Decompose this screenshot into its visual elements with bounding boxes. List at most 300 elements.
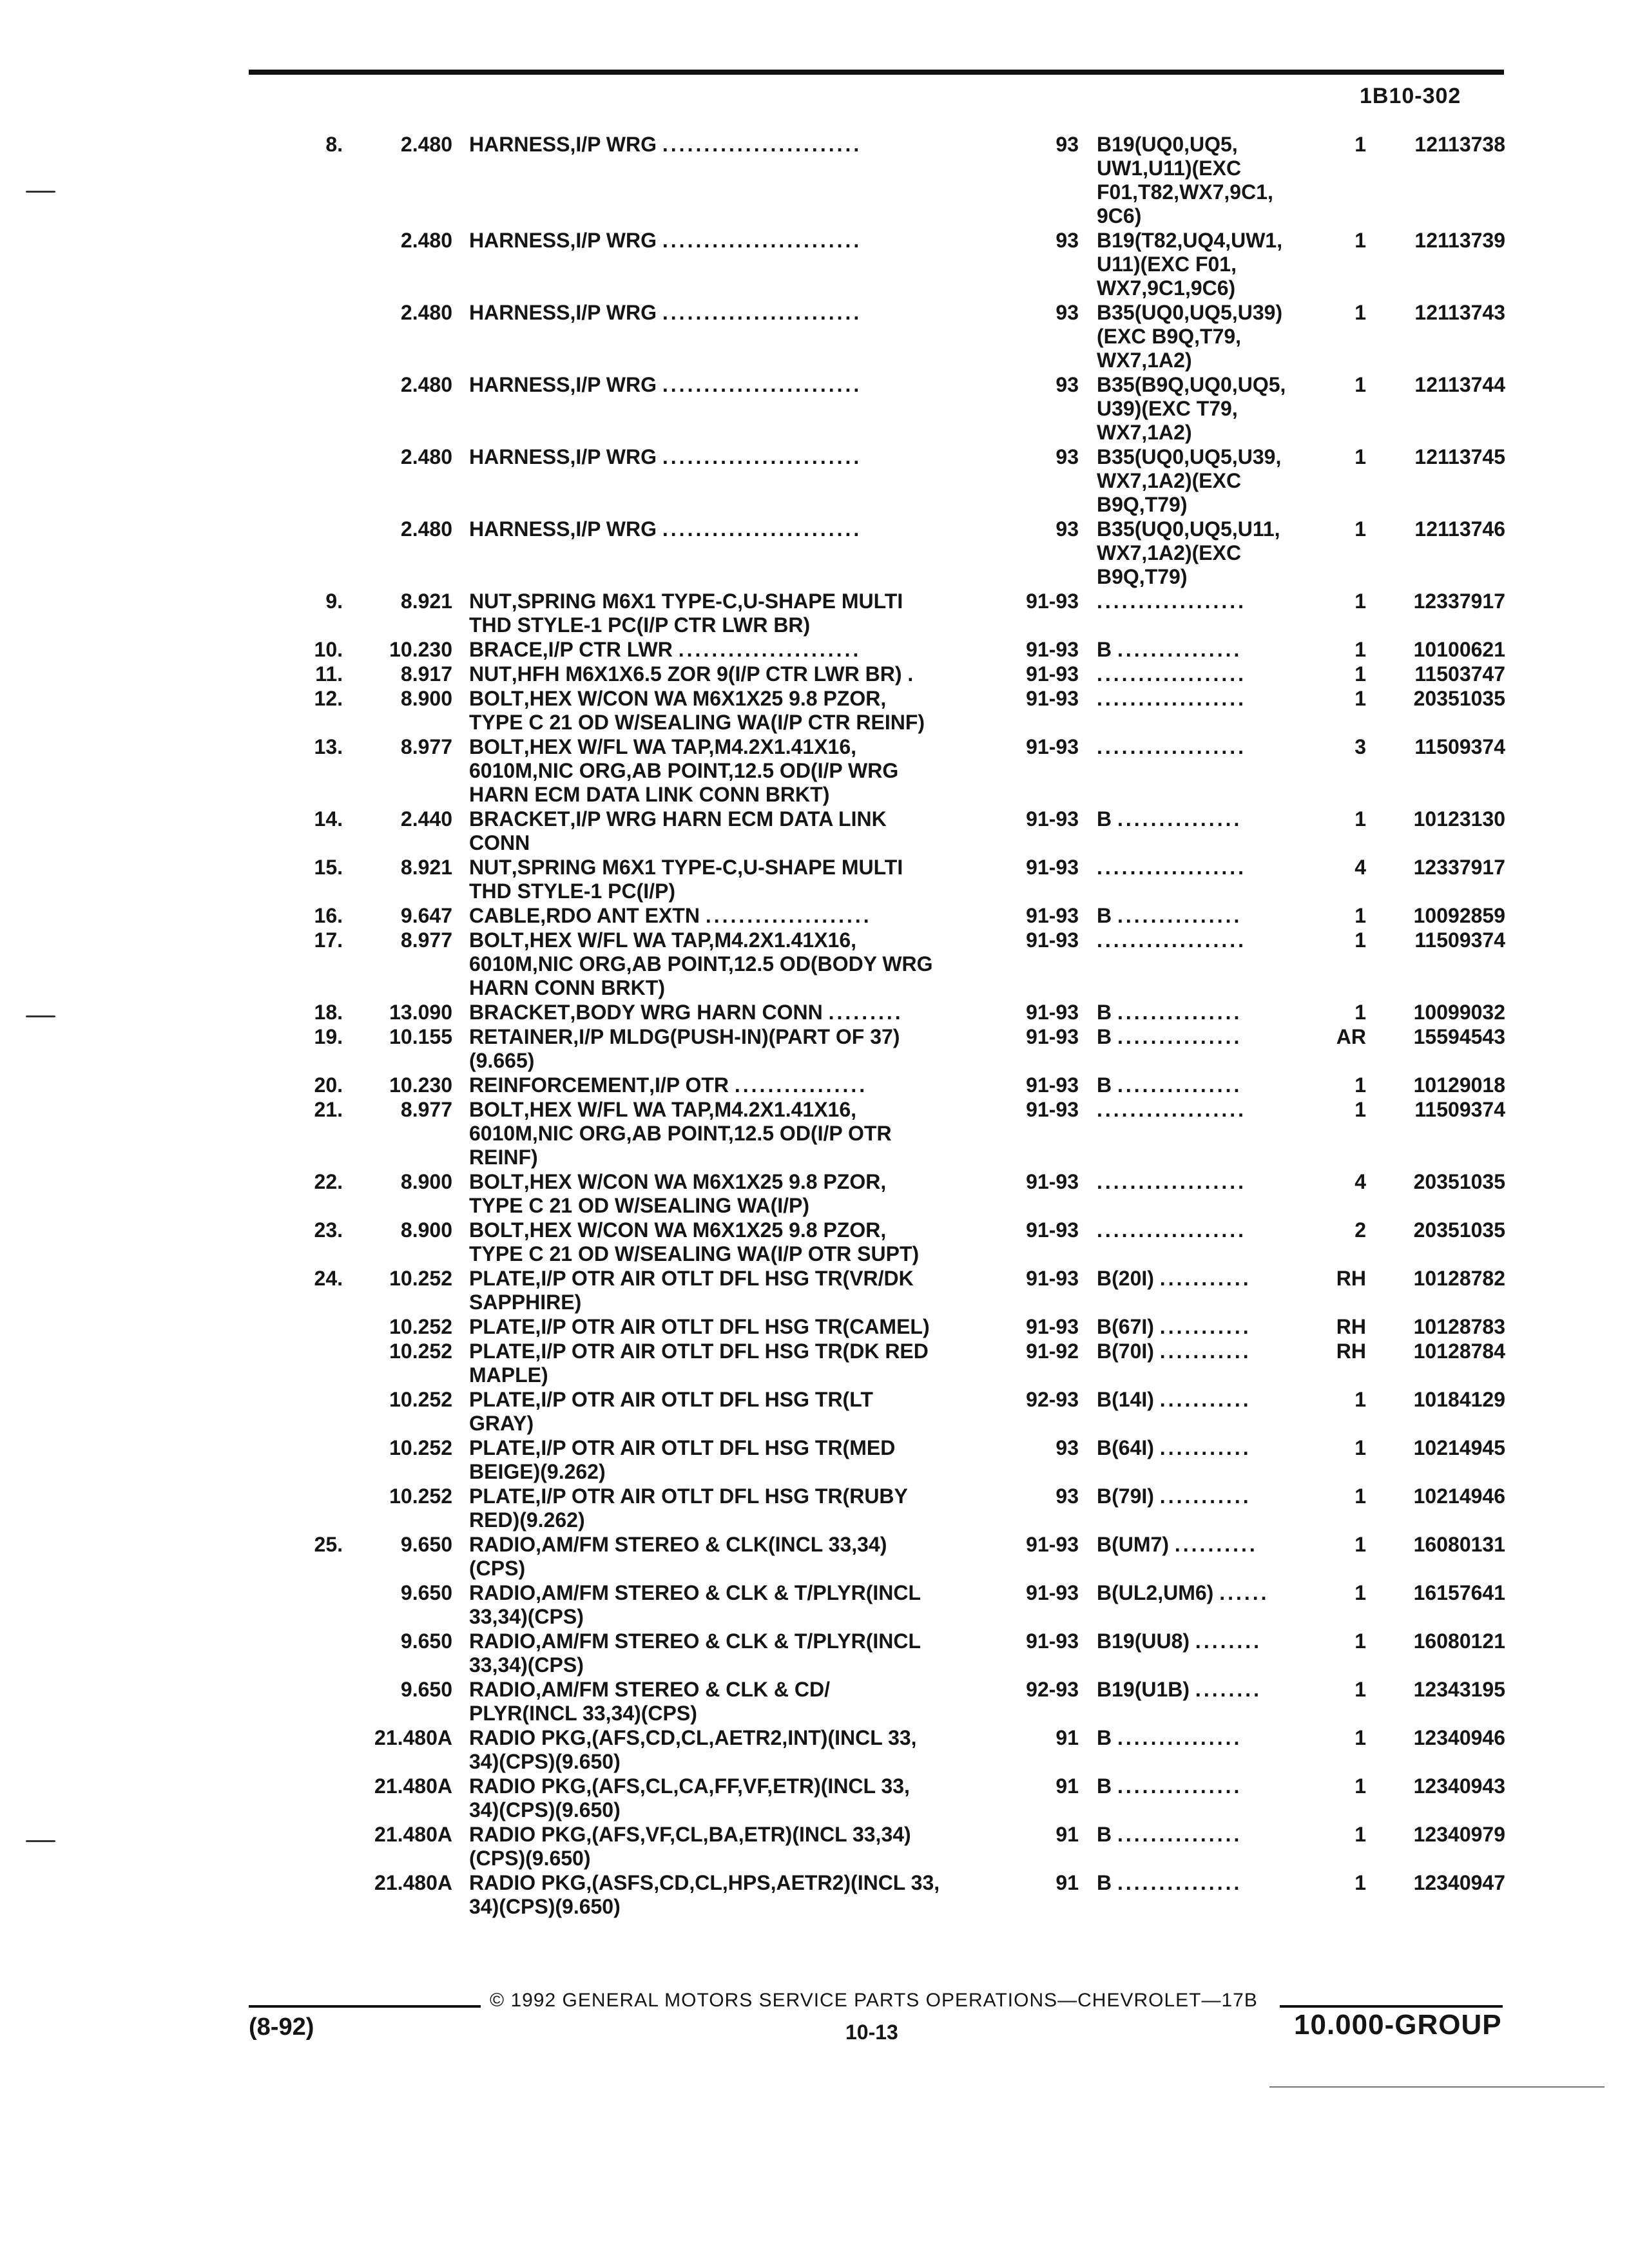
part-row — [0, 1340, 1629, 1388]
quantity: 1 — [1354, 1436, 1366, 1459]
quantity: 1 — [1354, 1726, 1366, 1749]
model-usage — [1097, 1315, 1251, 1339]
part-detail: ,I/P WRG — [570, 517, 657, 541]
model-code: B(UL2,UM6) — [1097, 1581, 1214, 1604]
group-number: 21.480A — [374, 1774, 452, 1798]
model-code: B — [1097, 638, 1112, 661]
group-number: 8.977 — [400, 1098, 452, 1121]
leader-dots: ................ — [734, 1073, 868, 1097]
group-number: 8.900 — [400, 1170, 452, 1193]
model-usage — [1097, 1581, 1269, 1605]
quantity: 1 — [1354, 1073, 1366, 1097]
description-continuation: RED)(9.262) — [469, 1508, 585, 1532]
leader-dots: ............... — [1117, 638, 1242, 661]
part-name: RADIO — [469, 1581, 536, 1604]
part-description — [469, 1025, 900, 1073]
quantity: 1 — [1354, 1001, 1366, 1024]
group-number: 10.252 — [389, 1315, 452, 1338]
part-detail: ,AM/FM STEREO & CLK & T/PLYR(INCL — [535, 1581, 921, 1604]
leader-dots: ............... — [1117, 904, 1242, 927]
quantity: 1 — [1354, 1871, 1366, 1894]
part-name: BOLT — [469, 735, 524, 758]
ref-number: 19. — [314, 1025, 343, 1048]
part-row — [0, 301, 1629, 373]
description-continuation: 33,34)(CPS) — [469, 1653, 584, 1677]
part-name: PLATE — [469, 1436, 535, 1459]
description-continuation: 6010M,NIC ORG,AB POINT,12.5 OD(BODY WRG — [469, 952, 933, 975]
model-usage — [1097, 1073, 1242, 1097]
model-years: 93 — [1055, 1485, 1079, 1508]
description-continuation: BEIGE)(9.262) — [469, 1460, 606, 1483]
part-row — [0, 1533, 1629, 1581]
model-years: 93 — [1055, 229, 1079, 252]
part-description — [469, 1823, 911, 1870]
part-number: 12340947 — [1413, 1871, 1505, 1894]
model-code: B35(UQ0,UQ5,U11, — [1097, 517, 1280, 541]
quantity: 1 — [1354, 638, 1366, 661]
model-years: 91 — [1055, 1774, 1079, 1798]
model-years: 91 — [1055, 1871, 1079, 1894]
description-continuation: GRAY) — [469, 1412, 534, 1435]
part-number: 20351035 — [1413, 687, 1505, 710]
quantity: 1 — [1354, 1678, 1366, 1701]
part-number: 12113739 — [1414, 229, 1505, 252]
part-detail: ,HFH M6X1X6.5 ZOR 9(I/P CTR LWR BR) — [511, 662, 902, 686]
group-number: 8.921 — [400, 856, 452, 879]
model-usage — [1097, 1823, 1242, 1847]
part-description — [469, 1774, 910, 1822]
model-code: B35(B9Q,UQ0,UQ5, — [1097, 373, 1286, 396]
part-number: 11509374 — [1414, 735, 1505, 758]
group-number: 9.650 — [400, 1678, 452, 1701]
model-usage — [1097, 1025, 1242, 1049]
leader-dots: ............... — [1117, 807, 1242, 831]
model-code: WX7,1A2)(EXC — [1097, 469, 1242, 492]
leader-dots: ............... — [1117, 1726, 1242, 1749]
model-usage — [1097, 1267, 1251, 1291]
group-number: 9.650 — [400, 1581, 452, 1604]
part-description — [469, 1533, 887, 1581]
part-detail: ,HEX W/FL WA TAP,M4.2X1.41X16, — [523, 928, 857, 952]
part-row — [0, 373, 1629, 445]
part-description — [469, 928, 933, 1000]
parts-list — [0, 133, 1629, 1919]
part-row — [0, 517, 1629, 590]
part-name: HARNESS — [469, 301, 570, 324]
part-name: BRACE — [469, 638, 543, 661]
model-code: B19(UQ0,UQ5, — [1097, 133, 1238, 156]
part-row — [0, 1267, 1629, 1315]
group-number: 10.252 — [389, 1340, 452, 1363]
part-detail: ,HEX W/FL WA TAP,M4.2X1.41X16, — [523, 1098, 857, 1121]
part-description — [469, 1315, 930, 1339]
part-row — [0, 856, 1629, 904]
part-name: RETAINER — [469, 1025, 574, 1048]
model-code: WX7,1A2)(EXC — [1097, 541, 1242, 564]
part-number: 12113743 — [1414, 301, 1505, 324]
leader-dots: ........................ — [662, 373, 862, 396]
model-years: 91 — [1055, 1823, 1079, 1846]
leader-dots: ............... — [1117, 1073, 1242, 1097]
part-name: PLATE — [469, 1340, 535, 1363]
leader-dots: .................. — [1097, 856, 1247, 879]
model-code: B(UM7) — [1097, 1533, 1169, 1556]
quantity: 1 — [1354, 445, 1366, 468]
description-continuation: THD STYLE-1 PC(I/P CTR LWR BR) — [469, 613, 811, 637]
part-name: NUT — [469, 662, 512, 686]
top-rule — [249, 70, 1504, 75]
group-number: 2.480 — [400, 229, 452, 252]
part-name: BOLT — [469, 1170, 524, 1193]
leader-dots: ............... — [1117, 1871, 1242, 1894]
model-usage — [1097, 301, 1282, 372]
group-number: 10.155 — [389, 1025, 452, 1048]
part-description — [469, 301, 862, 325]
leader-dots: ...................... — [678, 638, 862, 661]
model-usage — [1097, 904, 1242, 928]
part-description — [469, 735, 898, 807]
part-number: 12340946 — [1413, 1726, 1505, 1749]
group-number: 10.252 — [389, 1388, 452, 1411]
part-row — [0, 687, 1629, 735]
part-row — [0, 1315, 1629, 1340]
ref-number: 25. — [314, 1533, 343, 1556]
part-description — [469, 229, 862, 253]
leader-dots: ........................ — [662, 229, 862, 252]
part-detail: ,I/P OTR AIR OTLT DFL HSG TR(MED — [535, 1436, 896, 1459]
part-row — [0, 133, 1629, 229]
model-usage — [1097, 1629, 1262, 1653]
leader-dots: .................. — [1097, 1170, 1247, 1193]
quantity: 1 — [1354, 1098, 1366, 1121]
model-code: UW1,U11)(EXC — [1097, 157, 1242, 180]
copyright-notice: © 1992 GENERAL MOTORS SERVICE PARTS OPERATIONS—CHEVROLET—17B — [490, 1990, 1258, 2011]
part-number: 12113744 — [1414, 373, 1505, 396]
group-number: 2.440 — [400, 807, 452, 831]
part-name: BOLT — [469, 1218, 524, 1242]
part-detail: ,SPRING M6X1 TYPE-C,U-SHAPE MULTI — [511, 856, 903, 879]
part-number: 16157641 — [1413, 1581, 1505, 1604]
part-number: 12113745 — [1414, 445, 1505, 468]
ref-number: 8. — [325, 133, 343, 156]
part-number: 16080131 — [1413, 1533, 1505, 1556]
model-code: B — [1097, 1774, 1112, 1798]
model-code: B — [1097, 807, 1112, 831]
model-code: B — [1097, 1073, 1112, 1097]
model-years: 91-93 — [1026, 1629, 1079, 1653]
ref-number: 16. — [314, 904, 343, 927]
model-years: 91 — [1055, 1726, 1079, 1749]
page-number: 10-13 — [845, 2021, 898, 2044]
quantity: 1 — [1354, 1533, 1366, 1556]
part-row — [0, 1485, 1629, 1533]
part-description — [469, 1436, 895, 1484]
part-detail: ,I/P MLDG(PUSH-IN)(PART OF 37) — [573, 1025, 900, 1048]
part-description — [469, 1485, 908, 1532]
quantity: 3 — [1354, 735, 1366, 758]
group-number: 2.480 — [400, 373, 452, 396]
part-row — [0, 229, 1629, 301]
part-name: RADIO PKG — [469, 1823, 586, 1846]
ref-number: 18. — [314, 1001, 343, 1024]
model-code: (EXC B9Q,T79, — [1097, 325, 1242, 348]
part-row — [0, 1871, 1629, 1919]
model-usage — [1097, 1678, 1262, 1702]
part-name: HARNESS — [469, 229, 570, 252]
model-years: 91-92 — [1026, 1340, 1079, 1363]
leader-dots: ........... — [1159, 1340, 1251, 1363]
model-code: B — [1097, 1871, 1112, 1894]
group-number: 8.917 — [400, 662, 452, 686]
model-code: B35(UQ0,UQ5,U39, — [1097, 445, 1282, 468]
description-continuation: REINF) — [469, 1146, 538, 1169]
ref-number: 12. — [314, 687, 343, 710]
part-description — [469, 1726, 917, 1774]
quantity: 1 — [1354, 662, 1366, 686]
part-detail: ,AM/FM STEREO & CLK & CD/ — [535, 1678, 830, 1701]
part-description — [469, 517, 862, 541]
part-description — [469, 687, 925, 735]
part-number: 12113746 — [1414, 517, 1505, 541]
model-years: 91-93 — [1026, 735, 1079, 758]
part-number: 10128784 — [1413, 1340, 1505, 1363]
part-description — [469, 1098, 892, 1169]
model-years: 92-93 — [1026, 1678, 1079, 1701]
part-description — [469, 1170, 886, 1218]
model-years: 91-93 — [1026, 1267, 1079, 1290]
part-name: BOLT — [469, 687, 524, 710]
part-detail: ,(ASFS,CD,CL,HPS,AETR2)(INCL 33, — [586, 1871, 940, 1894]
part-row — [0, 904, 1629, 928]
group-number: 10.230 — [389, 638, 452, 661]
model-years: 91-93 — [1026, 1170, 1079, 1193]
quantity: 1 — [1354, 517, 1366, 541]
description-continuation: 6010M,NIC ORG,AB POINT,12.5 OD(I/P WRG — [469, 759, 899, 782]
leader-dots: ........ — [1195, 1629, 1262, 1653]
model-years: 91-93 — [1026, 904, 1079, 927]
part-description — [469, 904, 872, 928]
part-number: 11503747 — [1414, 662, 1505, 686]
leader-dots: ........................ — [662, 301, 862, 324]
part-row — [0, 1218, 1629, 1267]
description-continuation: 34)(CPS)(9.650) — [469, 1895, 621, 1918]
model-usage — [1097, 373, 1286, 445]
part-number: 10100621 — [1413, 638, 1505, 661]
group-number: 21.480A — [374, 1726, 452, 1749]
part-description — [469, 373, 862, 397]
quantity: 1 — [1354, 229, 1366, 252]
model-code: B(64I) — [1097, 1436, 1154, 1459]
model-code: WX7,1A2) — [1097, 421, 1192, 444]
model-code: B(20I) — [1097, 1267, 1154, 1290]
quantity: 1 — [1354, 928, 1366, 952]
leader-dots: .................. — [1097, 1218, 1247, 1242]
ref-number: 20. — [314, 1073, 343, 1097]
group-number: 10.230 — [389, 1073, 452, 1097]
part-name: REINFORCEMENT — [469, 1073, 650, 1097]
model-years: 93 — [1055, 1436, 1079, 1459]
part-detail: ,I/P WRG — [570, 445, 657, 468]
ref-number: 15. — [314, 856, 343, 879]
part-row — [0, 1098, 1629, 1170]
group-number: 21.480A — [374, 1871, 452, 1894]
part-name: RADIO PKG — [469, 1726, 586, 1749]
group-number: 8.977 — [400, 735, 452, 758]
part-row — [0, 1436, 1629, 1485]
quantity: 4 — [1354, 1170, 1366, 1193]
description-continuation: TYPE C 21 OD W/SEALING WA(I/P OTR SUPT) — [469, 1242, 920, 1265]
model-code: F01,T82,WX7,9C1, — [1097, 180, 1273, 204]
part-name: BRACKET — [469, 1001, 570, 1024]
part-row — [0, 1678, 1629, 1726]
model-code: B(79I) — [1097, 1485, 1154, 1508]
part-detail: ,(AFS,VF,CL,BA,ETR)(INCL 33,34) — [586, 1823, 911, 1846]
part-name: NUT — [469, 856, 512, 879]
part-detail: ,I/P OTR AIR OTLT DFL HSG TR(VR/DK — [535, 1267, 914, 1290]
part-detail: ,I/P WRG — [570, 301, 657, 324]
part-number: 11509374 — [1414, 1098, 1505, 1121]
part-row — [0, 1774, 1629, 1823]
leader-dots: ............... — [1117, 1774, 1242, 1798]
part-name: RADIO — [469, 1629, 536, 1653]
part-detail: ,AM/FM STEREO & CLK & T/PLYR(INCL — [535, 1629, 921, 1653]
part-name: RADIO — [469, 1533, 536, 1556]
quantity: 1 — [1354, 1774, 1366, 1798]
part-number: 12337917 — [1413, 590, 1505, 613]
group-number: 8.900 — [400, 687, 452, 710]
quantity: 1 — [1354, 373, 1366, 396]
model-years: 91-93 — [1026, 1073, 1079, 1097]
part-number: 10092859 — [1413, 904, 1505, 927]
part-name: HARNESS — [469, 445, 570, 468]
description-continuation: 33,34)(CPS) — [469, 1605, 584, 1628]
part-detail: ,I/P WRG — [570, 133, 657, 156]
part-description — [469, 662, 916, 686]
model-code: B19(T82,UQ4,UW1, — [1097, 229, 1283, 252]
quantity: 2 — [1354, 1218, 1366, 1242]
quantity: 1 — [1354, 1629, 1366, 1653]
page-code: 1B10-302 — [1360, 84, 1461, 108]
group-number: 2.480 — [400, 133, 452, 156]
model-years: 91-93 — [1026, 662, 1079, 686]
part-description — [469, 1267, 914, 1314]
part-detail: ,BODY WRG HARN CONN — [570, 1001, 823, 1024]
leader-dots: ............... — [1117, 1001, 1242, 1024]
part-number: 10184129 — [1413, 1388, 1505, 1411]
part-number: 12340943 — [1413, 1774, 1505, 1798]
model-usage — [1097, 517, 1280, 589]
part-detail: ,I/P OTR AIR OTLT DFL HSG TR(CAMEL) — [535, 1315, 930, 1338]
description-continuation: HARN CONN BRKT) — [469, 976, 665, 999]
part-description — [469, 1871, 940, 1919]
part-name: RADIO PKG — [469, 1774, 586, 1798]
description-continuation: 34)(CPS)(9.650) — [469, 1750, 621, 1773]
part-row — [0, 1581, 1629, 1629]
model-usage — [1097, 1485, 1251, 1508]
description-continuation: TYPE C 21 OD W/SEALING WA(I/P) — [469, 1194, 810, 1217]
model-usage — [1097, 229, 1282, 300]
model-usage — [1097, 928, 1246, 952]
part-name: RADIO PKG — [469, 1871, 586, 1894]
leader-dots: .................. — [1097, 662, 1247, 686]
model-usage — [1097, 807, 1242, 831]
part-description — [469, 1073, 867, 1097]
model-code: 9C6) — [1097, 204, 1142, 227]
description-continuation: SAPPHIRE) — [469, 1291, 582, 1314]
quantity: RH — [1336, 1315, 1366, 1338]
part-row — [0, 807, 1629, 856]
model-code: B — [1097, 1001, 1112, 1024]
model-years: 91-93 — [1026, 590, 1079, 613]
ref-number: 21. — [314, 1098, 343, 1121]
part-description — [469, 1388, 873, 1436]
model-usage — [1097, 638, 1242, 662]
part-description — [469, 445, 862, 469]
part-number: 15594543 — [1413, 1025, 1505, 1048]
quantity: AR — [1336, 1025, 1366, 1048]
model-years: 91-93 — [1026, 807, 1079, 831]
part-description — [469, 638, 861, 662]
model-code: B19(UU8) — [1097, 1629, 1190, 1653]
description-continuation: CONN — [469, 831, 530, 854]
quantity: 4 — [1354, 856, 1366, 879]
part-row — [0, 1025, 1629, 1073]
leader-dots: .................. — [1097, 735, 1247, 758]
quantity: 1 — [1354, 590, 1366, 613]
model-code: U39)(EXC T79, — [1097, 397, 1238, 420]
part-number: 20351035 — [1413, 1218, 1505, 1242]
part-name: CABLE — [469, 904, 541, 927]
model-usage — [1097, 1388, 1251, 1412]
group-number: 13.090 — [389, 1001, 452, 1024]
group-number: 10.252 — [389, 1436, 452, 1459]
model-years: 91-93 — [1026, 928, 1079, 952]
group-number: 2.480 — [400, 517, 452, 541]
model-usage — [1097, 1533, 1258, 1557]
part-row — [0, 1170, 1629, 1218]
leader-dots: ........... — [1159, 1436, 1251, 1459]
model-years: 92-93 — [1026, 1388, 1079, 1411]
model-code: B35(UQ0,UQ5,U39) — [1097, 301, 1283, 324]
part-name: PLATE — [469, 1267, 535, 1290]
model-code: B9Q,T79) — [1097, 493, 1188, 516]
quantity: 1 — [1354, 1823, 1366, 1846]
footer-rule-right — [1280, 2005, 1503, 2008]
description-continuation: (9.665) — [469, 1049, 535, 1072]
part-description — [469, 856, 903, 903]
model-years: 93 — [1055, 445, 1079, 468]
group-number: 2.480 — [400, 445, 452, 468]
model-code: B — [1097, 1025, 1112, 1048]
ref-number: 22. — [314, 1170, 343, 1193]
part-detail: ,(AFS,CL,CA,FF,VF,ETR)(INCL 33, — [586, 1774, 910, 1798]
description-continuation: (CPS) — [469, 1557, 526, 1580]
leader-dots: ........... — [1159, 1388, 1251, 1411]
quantity: 1 — [1354, 687, 1366, 710]
model-usage — [1097, 687, 1246, 711]
model-years: 91-93 — [1026, 856, 1079, 879]
model-usage — [1097, 1340, 1251, 1363]
leader-dots: ......... — [828, 1001, 903, 1024]
part-number: 16080121 — [1413, 1629, 1505, 1653]
model-usage — [1097, 1726, 1242, 1750]
model-usage — [1097, 1001, 1242, 1024]
quantity: RH — [1336, 1267, 1366, 1290]
quantity: 1 — [1354, 1581, 1366, 1604]
model-code: WX7,9C1,9C6) — [1097, 276, 1236, 300]
part-name: PLATE — [469, 1388, 535, 1411]
part-row — [0, 1629, 1629, 1678]
